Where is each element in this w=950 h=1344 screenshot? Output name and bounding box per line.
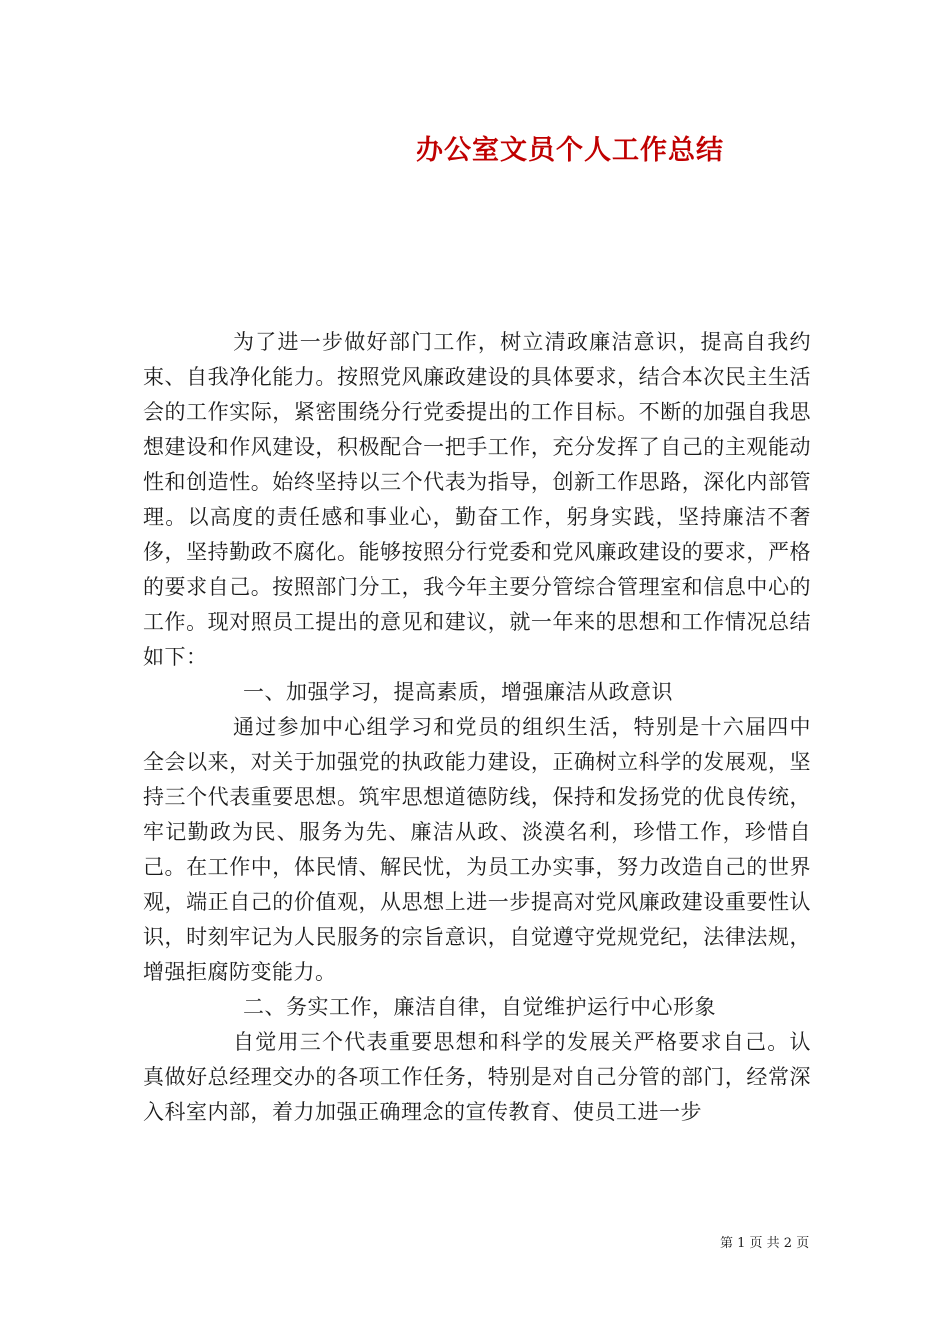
- section-1-paragraph: 通过参加中心组学习和党员的组织生活，特别是十六届四中全会以来，对关于加强党的执政能力建设，正确树立科学的发展观，坚持三个代表重要思想。筑牢思想道德防线，保持和发扬党的优良传统，牢记勤政为民、服务为先、廉洁从政、淡漠名利，珍惜工作，珍惜自己。在工作中，体民情、解民忧，为员工办实事，努力改造自己的世界观，端正自己的价值观，从思想上进一步提高对党风廉政建设重要性认识，时刻牢记为人民服务的宗旨意识，自觉遵守党规党纪，法律法规，增强拒腐防变能力。: [143, 715, 811, 984]
- page-footer: 第 1 页 共 2 页: [720, 1236, 810, 1251]
- document-title: 办公室文员个人工作总结: [416, 135, 724, 166]
- section-heading-2: 二、务实工作，廉洁自律，自觉维护运行中心形象: [243, 995, 716, 1019]
- section-heading-1: 一、加强学习，提高素质，增强廉洁从政意识: [243, 680, 673, 704]
- section-2-paragraph: 自觉用三个代表重要思想和科学的发展关严格要求自己。认真做好总经理交办的各项工作任务，特别是对自己分管的部门，经常深入科室内部，着力加强正确理念的宣传教育、使员工进一步: [143, 1030, 811, 1124]
- intro-paragraph: 为了进一步做好部门工作，树立清政廉洁意识，提高自我约束、自我净化能力。按照党风廉政建设的具体要求，结合本次民主生活会的工作实际，紧密围绕分行党委提出的工作目标。不断的加强自我思想建设和作风建设，积极配合一把手工作，充分发挥了自己的主观能动性和创造性。始终坚持以三个代表为指导，创新工作思路，深化内部管理。以高度的责任感和事业心，勤奋工作，躬身实践，坚持廉洁不奢侈，坚持勤政不腐化。能够按照分行党委和党风廉政建设的要求，严格的要求自己。按照部门分工，我今年主要分管综合管理室和信息中心的工作。现对照员工提出的意见和建议，就一年来的思想和工作情况总结如下：: [143, 330, 811, 669]
- document-body: [143, 325, 811, 1130]
